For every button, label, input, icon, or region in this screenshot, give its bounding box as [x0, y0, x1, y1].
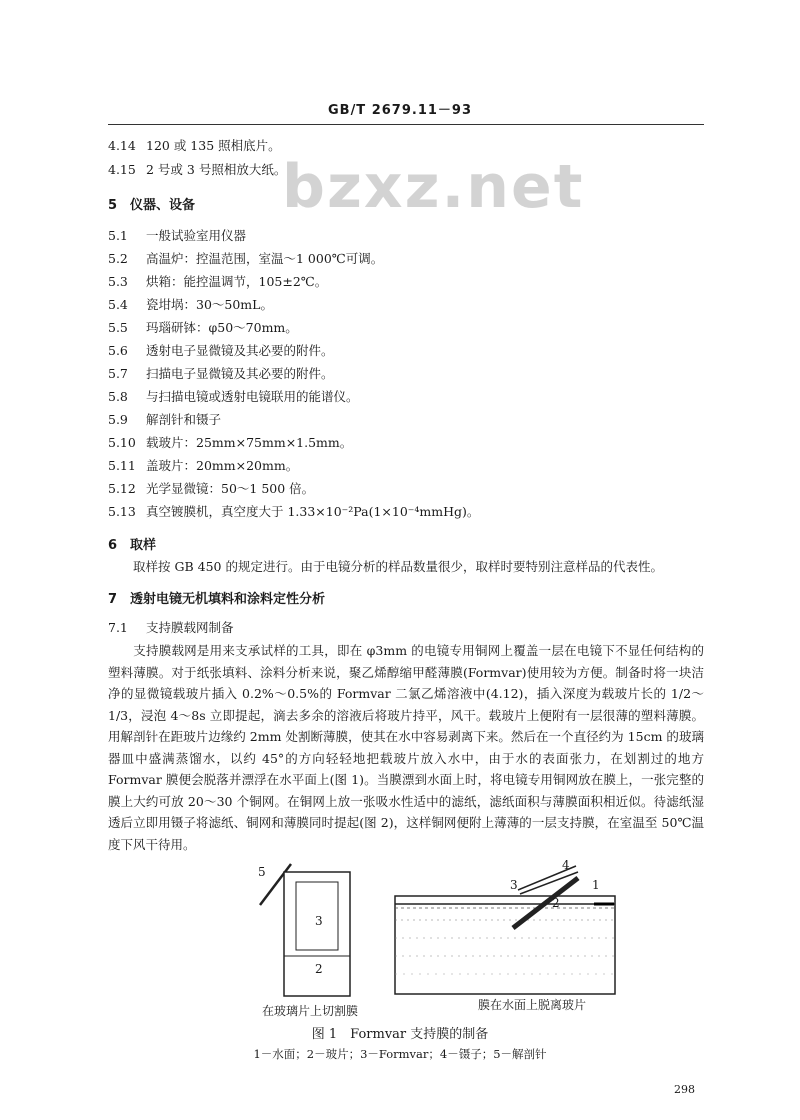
item-number: 4.15	[108, 162, 136, 177]
item-text: 透射电子显微镜及其必要的附件。	[146, 343, 334, 358]
header-rule	[108, 124, 704, 125]
item-number: 5.3	[108, 274, 128, 289]
item-number: 5.2	[108, 251, 128, 266]
glass-slide-cutting	[260, 864, 350, 996]
list-item	[108, 479, 314, 497]
item-text: 烘箱：能控温调节，105±2℃。	[146, 274, 328, 289]
item-number: 5.13	[108, 504, 136, 519]
watermark: bzxz.net	[282, 152, 585, 222]
item-number: 5.1	[108, 228, 128, 243]
figure-legend: 1－水面；2－玻片；3－Formvar；4－镊子；5－解剖针	[253, 1047, 547, 1061]
item-text: 一般试验室用仪器	[146, 228, 247, 243]
water-dish	[395, 866, 615, 994]
section-number: 7	[108, 592, 118, 607]
figure-title: 图 1 Formvar 支持膜的制备	[311, 1027, 489, 1042]
item-number: 5.8	[108, 389, 128, 404]
list-item	[108, 364, 334, 382]
item-text: 120 或 135 照相底片。	[146, 138, 281, 153]
item-text: 载玻片：25mm×75mm×1.5mm。	[146, 435, 353, 450]
item-number: 5.5	[108, 320, 128, 335]
standard-header: GB/T 2679.11－93	[327, 103, 473, 118]
label-3: 3	[315, 914, 323, 928]
list-item	[108, 226, 246, 244]
item-number: 5.12	[108, 481, 136, 496]
list-item	[108, 341, 334, 359]
item-text: 真空镀膜机，真空度大于 1.33×10⁻²Pa(1×10⁻⁴mmHg)。	[146, 504, 480, 519]
subsection-title: 支持膜载网制备	[146, 620, 234, 635]
figure-1-diagram	[108, 860, 704, 1020]
list-item	[108, 502, 479, 520]
item-text: 盖玻片：20mm×20mm。	[146, 458, 299, 473]
section-heading-7	[108, 588, 325, 607]
list-item	[108, 433, 352, 451]
item-number: 5.7	[108, 366, 128, 381]
item-number: 5.10	[108, 435, 136, 450]
section-number: 6	[108, 538, 118, 553]
list-item	[108, 249, 383, 267]
item-text: 光学显微镜：50～1 500 倍。	[146, 481, 315, 496]
right-figure-caption: 膜在水面上脱离玻片	[478, 998, 587, 1012]
glass-slide-icon	[284, 872, 350, 996]
list-item	[108, 456, 298, 474]
label-4: 4	[562, 858, 570, 872]
paragraph-text: 支持膜载网是用来支承试样的工具，即在 φ3mm 的电镜专用铜网上覆盖一层在电镜下不显任何结构的塑料薄膜。对于纸张填料、涂料分析来说，聚乙烯醇缩甲醛薄膜(Formvar)使用较为方便。制备时将一块洁净的显微镜载玻片插入 0.2%～0.5%的 Formvar 二氯乙烯溶液中(4.12)，插入深度为载玻片长的 1/2～1/3，浸泡 4～8s 立即提起，滴去多余的溶液后将玻片持平，风干。载玻片上便附有一层很薄的塑料薄膜。用解剖针在距玻片边缘约 2mm 处割断薄膜，使其在水中容易剥离下来。然后在一个直径约为 15cm 的玻璃器皿中盛满蒸馏水，以约 45°的方向轻轻地把载玻片放入水中，由于水的表面张力，在划割过的地方 Formvar 膜便会脱落并漂浮在水平面上(图 1)。当膜漂到水面上时，将电镜专用铜网放在膜上，一张完整的膜上大约可放 20～30 个铜网。在铜网上放一张吸水性适中的滤纸，滤纸面积与薄膜面积相近似。待滤纸湿透后立即用镊子将滤纸、铜网和薄膜同时提起(图 2)，这样铜网便附上薄薄的一层支持膜，在室温至 50℃温度下风干待用。	[108, 643, 704, 852]
section-title: 仪器、设备	[130, 198, 196, 213]
label-1: 1	[592, 878, 600, 892]
item-text: 扫描电子显微镜及其必要的附件。	[146, 366, 334, 381]
glass-dish-icon	[395, 896, 615, 994]
page-number: 298	[674, 1083, 695, 1096]
label-2: 2	[315, 962, 323, 976]
label-2: 2	[552, 896, 560, 910]
section-number: 5	[108, 198, 118, 213]
item-number: 5.6	[108, 343, 128, 358]
list-item	[108, 387, 359, 405]
item-number: 5.9	[108, 412, 128, 427]
list-item	[108, 318, 298, 336]
item-number: 4.14	[108, 138, 136, 153]
section-heading-5	[108, 194, 195, 213]
item-text: 2 号或 3 号照相放大纸。	[146, 162, 287, 177]
subsection-heading-7-1	[108, 618, 234, 636]
list-item	[108, 272, 327, 290]
left-figure-caption: 在玻璃片上切割膜	[262, 1004, 359, 1018]
paragraph-6	[108, 556, 704, 578]
item-4-15	[108, 160, 286, 178]
section-title: 取样	[130, 538, 157, 553]
section-heading-6	[108, 534, 156, 553]
subsection-number: 7.1	[108, 620, 128, 635]
item-number: 5.4	[108, 297, 128, 312]
item-text: 瓷坩埚：30～50mL。	[146, 297, 273, 312]
list-item	[108, 410, 221, 428]
item-text: 高温炉：控温范围，室温～1 000℃可调。	[146, 251, 384, 266]
paragraph-7-1	[108, 640, 704, 855]
list-item	[108, 295, 273, 313]
item-text: 玛瑙研钵：φ50～70mm。	[146, 320, 298, 335]
paragraph-text: 取样按 GB 450 的规定进行。由于电镜分析的样品数量很少，取样时要特别注意样品的代表性。	[133, 559, 663, 574]
item-text: 解剖针和镊子	[146, 412, 222, 427]
section-title: 透射电镜无机填料和涂料定性分析	[130, 592, 326, 607]
item-4-14	[108, 136, 281, 154]
label-3: 3	[510, 878, 518, 892]
item-number: 5.11	[108, 458, 136, 473]
label-5: 5	[258, 865, 266, 879]
item-text: 与扫描电镜或透射电镜联用的能谱仪。	[146, 389, 359, 404]
